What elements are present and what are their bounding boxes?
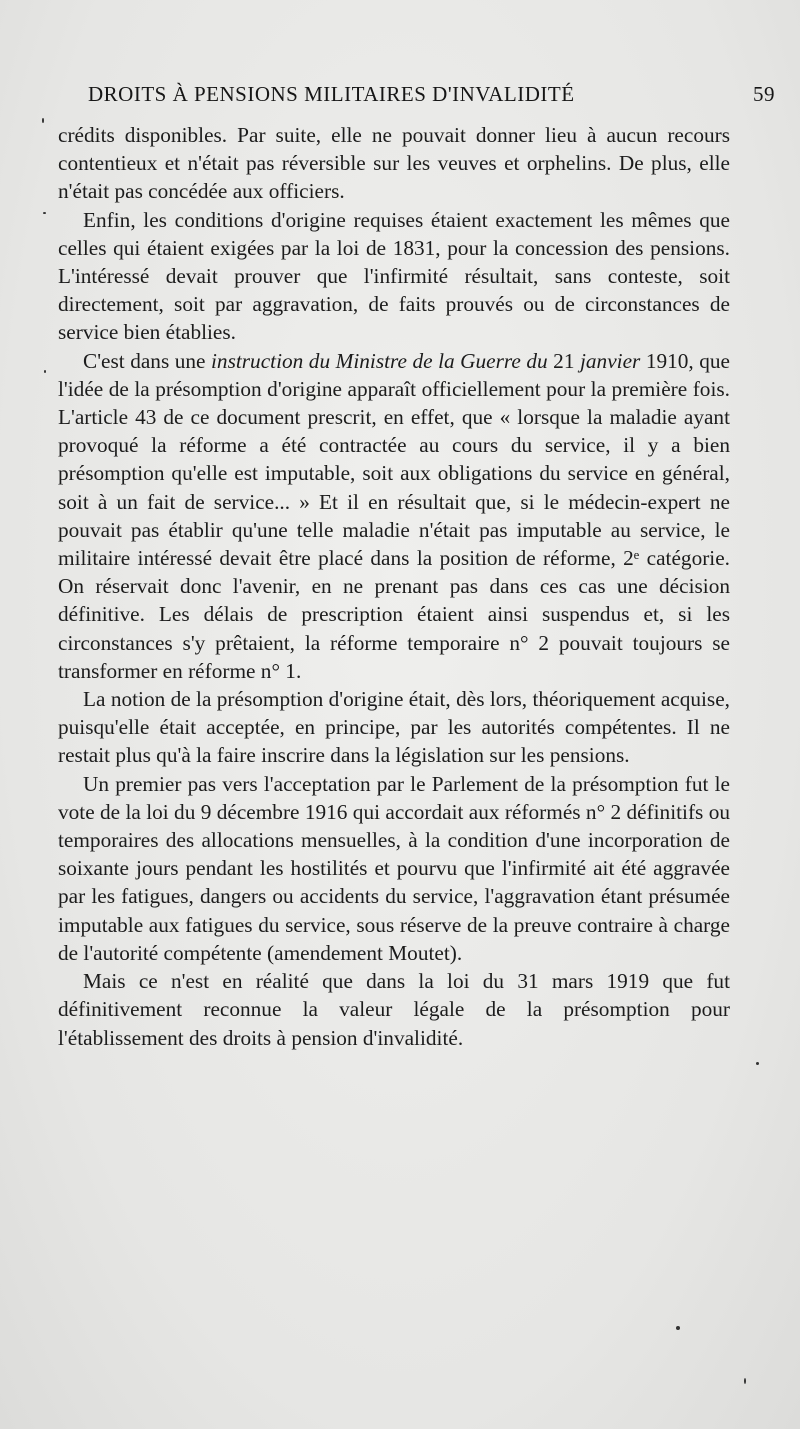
print-speck <box>42 118 44 123</box>
paragraph <box>58 770 730 967</box>
print-speck <box>43 212 46 214</box>
page-number: 59 <box>753 82 775 106</box>
italic-text: janvier <box>579 348 641 373</box>
print-speck <box>744 1378 746 1384</box>
body-text <box>58 121 730 1052</box>
paragraph-text: Enfin, les conditions d'origine requises étaient exactement les mêmes que celles qui étaient exigées par la loi de 1831, pour la concession des pensions. L'intéressé devait prouver que l'infirmité résultait, sans conteste, soit directement, soit par aggravation, de faits prouvés ou de circonstances de service bien établies. <box>58 207 730 345</box>
print-speck <box>44 370 46 373</box>
paragraph-text: C'est dans une <box>83 348 211 373</box>
paragraph-text: Un premier pas vers l'acceptation par le Parlement de la présomption fut le vote de la loi du 9 décembre 1916 qui accordait aux réformés n° 2 définitifs ou temporaires des allocations mensuelles, à la condition d'une incorporation de soixante jours pendant les hostilités et pourvu que l'infirmité ait été aggravée par les fatigues, dangers ou accidents du service, l'aggravation étant présumée imputable aux fatigues du service, sous réserve de la preuve contraire à charge de l'autorité compétente (amendement Moutet). <box>58 771 730 965</box>
paragraph-text: 1910, que l'idée de la présomption d'origine apparaît officiellement pour la première fois. L'article 43 de ce document prescrit, en effet, que « lorsque la maladie ayant provoqué la réforme a été contractée au cours du service, il y a bien présomption qu'elle est imputable, soit aux obligations du service en général, soit à un fait de service... » Et il en résultait que, si le médecin-expert ne pouvait pas établir qu'une telle maladie n'était pas imputable au service, le militaire intéressé devait être placé dans la position de réforme, 2ᵉ catégorie. On réservait donc l'avenir, en ne prenant pas dans ces cas une décision définitive. Les délais de prescription étaient ainsi suspendus et, si les circonstances s'y prêtaient, la réforme temporaire n° 2 pouvait toujours se transformer en réforme n° 1. <box>58 348 730 683</box>
paragraph-text: crédits disponibles. Par suite, elle ne pouvait donner lieu à aucun recours contentieux et n'était pas réversible sur les veuves et orphelins. De plus, elle n'était pas concédée aux officiers. <box>58 123 730 204</box>
running-header <box>88 82 775 107</box>
paragraph <box>58 121 730 206</box>
italic-text: instruction du Ministre de la Guerre du <box>211 348 548 373</box>
running-header-title: DROITS À PENSIONS MILITAIRES D'INVALIDITÉ <box>88 82 575 106</box>
paragraph <box>58 685 730 770</box>
paragraph-text: Mais ce n'est en réalité que dans la loi du 31 mars 1919 que fut définitivement reconnue la valeur légale de la présomption pour l'établissement des droits à pension d'invalidité. <box>58 969 730 1050</box>
paragraph-text: 21 <box>547 348 580 373</box>
print-speck <box>756 1062 759 1065</box>
paragraph <box>58 206 730 347</box>
paragraph <box>58 967 730 1052</box>
print-speck <box>676 1326 680 1330</box>
paragraph <box>58 347 730 685</box>
paragraph-text: La notion de la présomption d'origine était, dès lors, théoriquement acquise, puisqu'elle était acceptée, en principe, par les autorités compétentes. Il ne restait plus qu'à la faire inscrire dans la législation sur les pensions. <box>58 687 730 768</box>
